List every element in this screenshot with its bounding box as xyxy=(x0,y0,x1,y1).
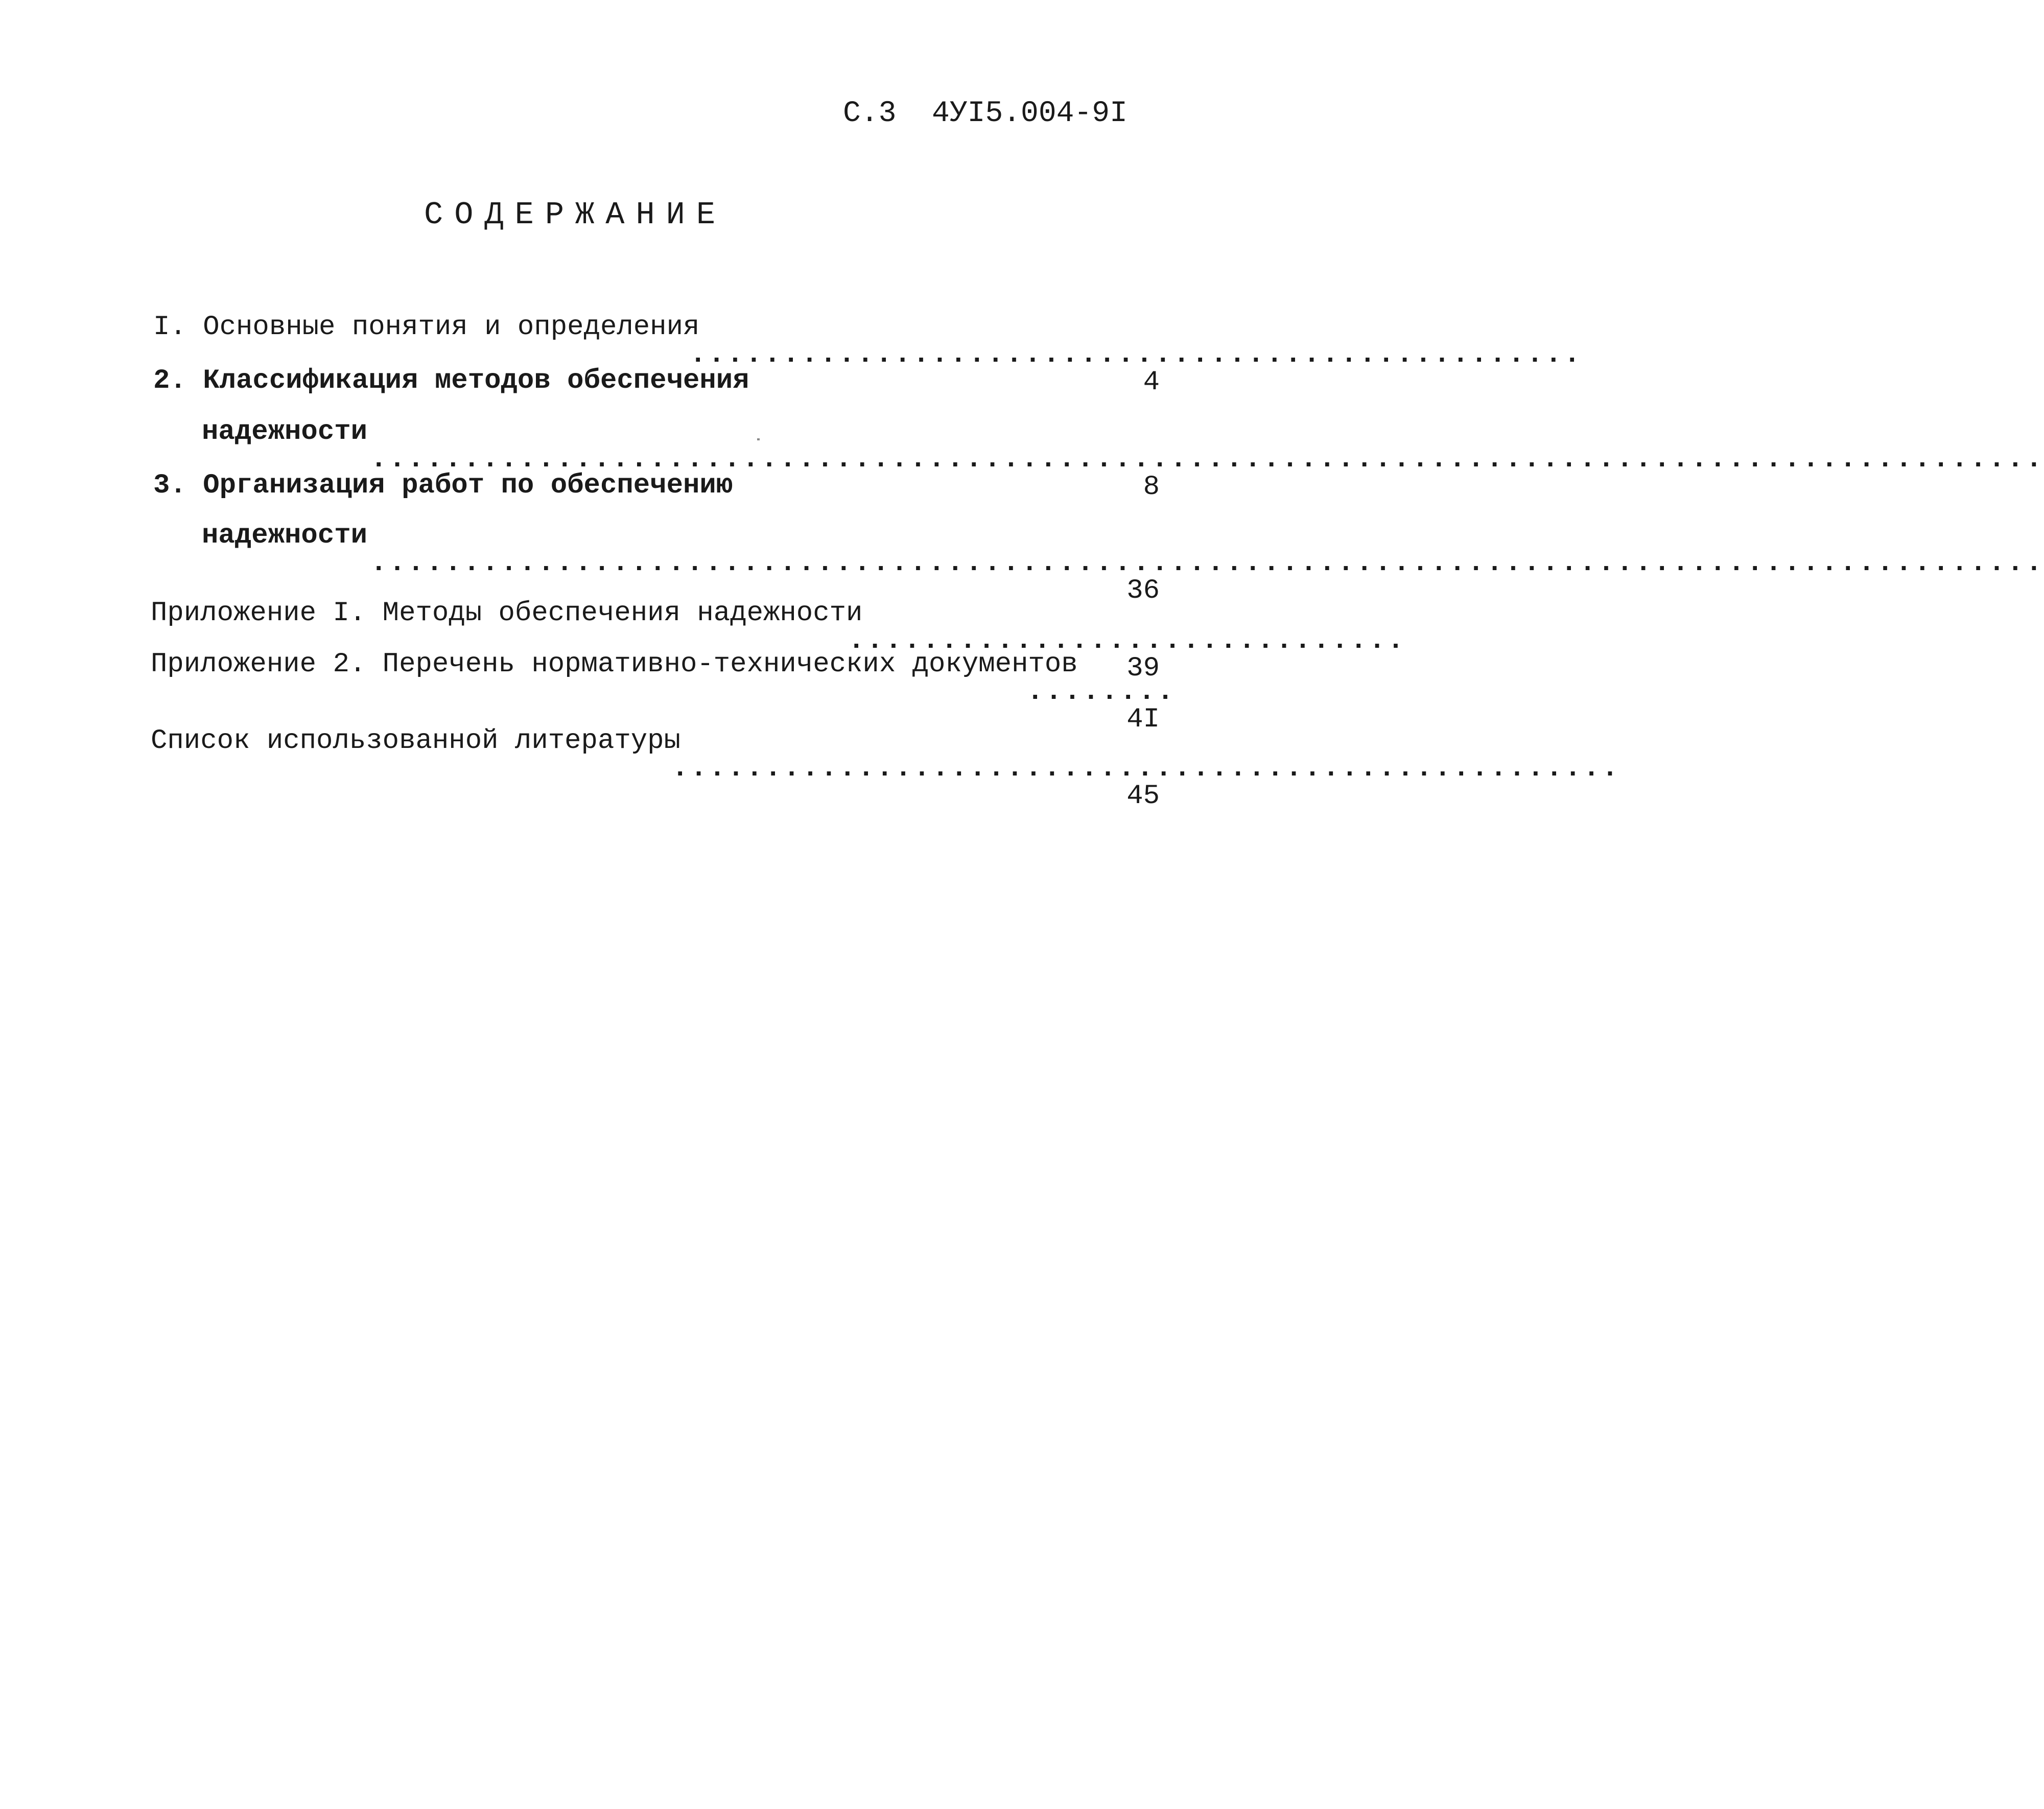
toc-entry-page: 45 xyxy=(1126,781,1160,812)
toc-entry-text: 3. Организация работ по обеспечению xyxy=(153,470,733,501)
page-header-code: С.3 4УI5.004-9I xyxy=(843,97,1127,130)
toc-entry-text: I. Основные понятия и определения xyxy=(153,312,700,343)
toc-entry-text: надежности xyxy=(202,520,368,551)
toc-entry-text: 2. Классификация методов обеспечения xyxy=(153,365,749,396)
toc-entry-page: 4 xyxy=(1143,367,1160,398)
toc-leader-dots: ................................................... xyxy=(672,753,1620,784)
stray-mark xyxy=(757,438,760,440)
toc-entry-page: 39 xyxy=(1126,653,1160,684)
toc-entry-text: Приложение 2. Перечень нормативно-технических документов xyxy=(151,649,1078,680)
toc-title: СОДЕРЖАНИЕ xyxy=(424,197,727,233)
toc-entry-text: Приложение I. Методы обеспечения надежности xyxy=(151,598,863,629)
toc-entry-text: надежности xyxy=(202,416,368,448)
toc-entry-page: 8 xyxy=(1143,472,1160,503)
toc-entry-text: Список использованной литературы xyxy=(151,725,680,757)
toc-leader-dots: .......................................................................................... xyxy=(370,548,2044,579)
toc-leader-dots: .............................. xyxy=(848,625,1406,656)
toc-entry-page: 36 xyxy=(1126,575,1160,606)
toc-entry-page: 4I xyxy=(1126,704,1160,735)
toc-leader-dots: ................................................ xyxy=(690,339,1583,370)
toc-entry xyxy=(0,340,749,396)
toc-entry xyxy=(0,444,733,501)
toc-leader-dots: ........ xyxy=(1027,676,1176,708)
toc-leader-dots: .......................................................................................... xyxy=(370,444,2044,475)
